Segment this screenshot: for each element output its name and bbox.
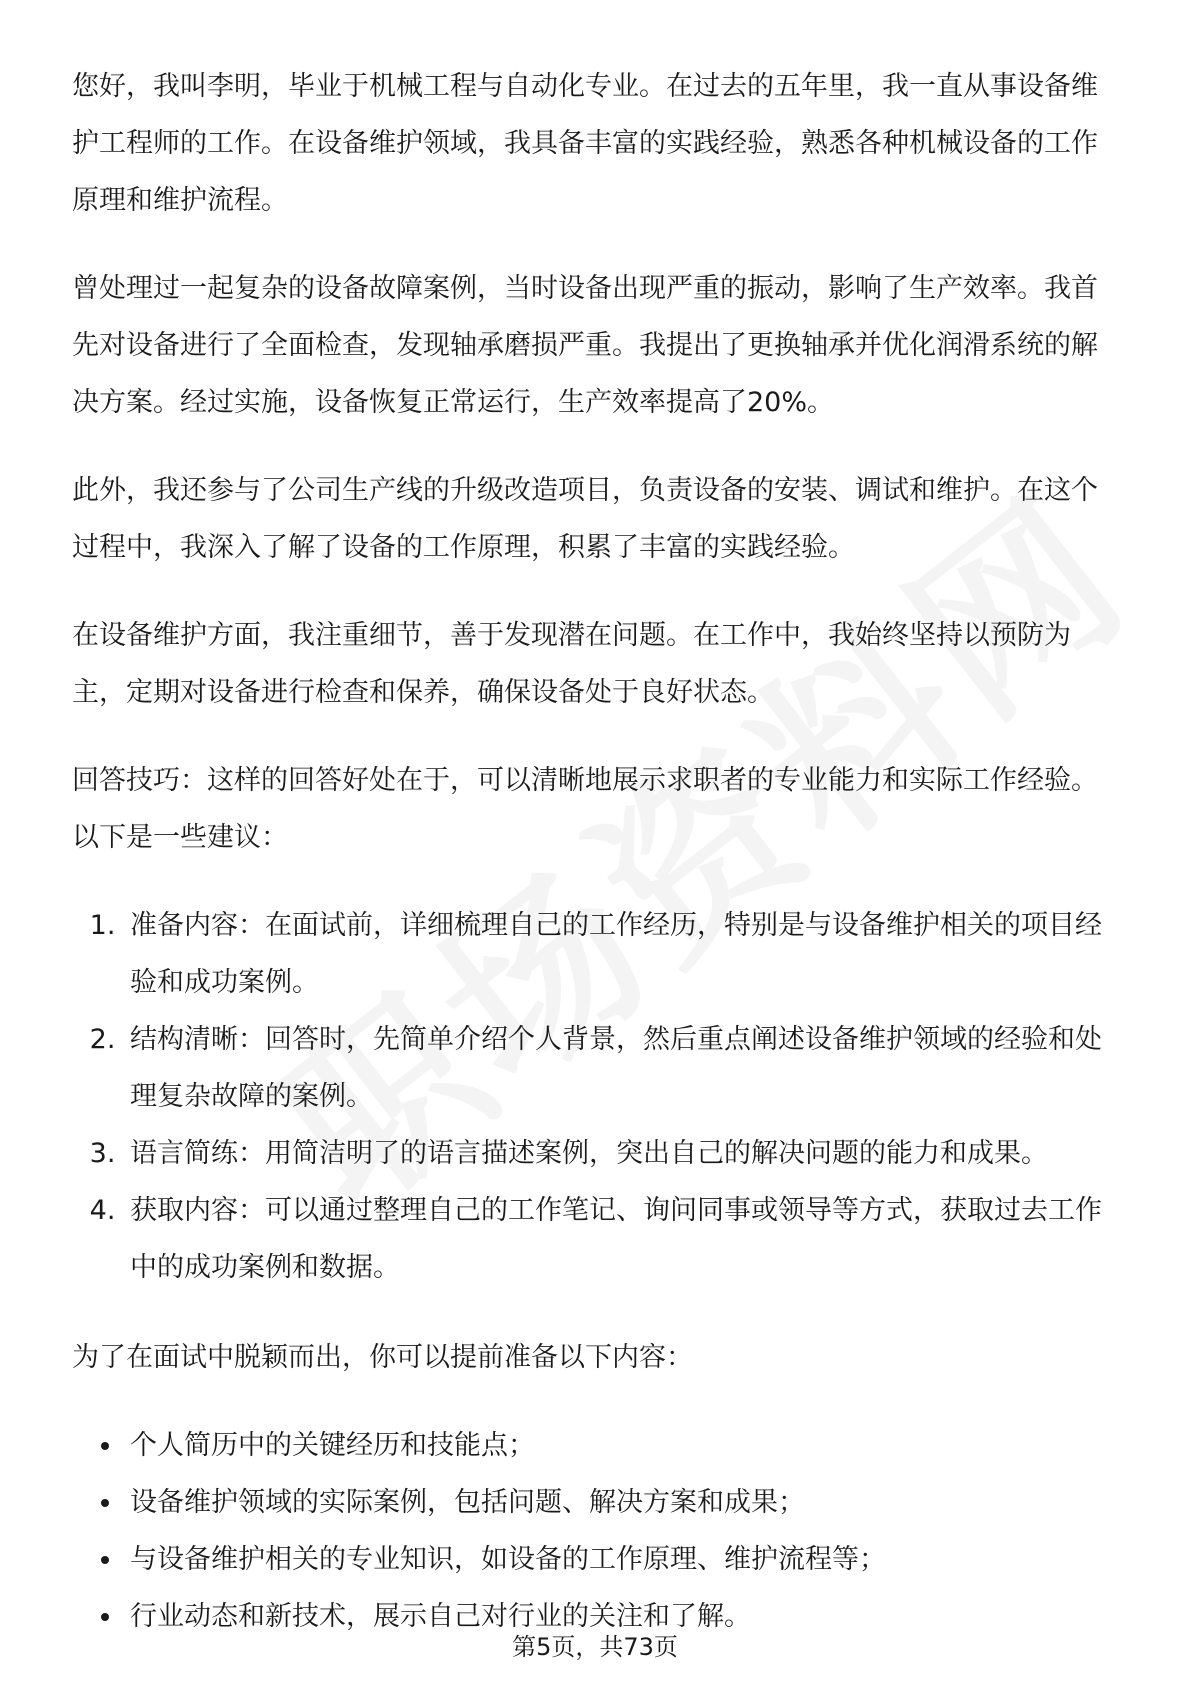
paragraph-answer-tips: 回答技巧：这样的回答好处在于，可以清晰地展示求职者的专业能力和实际工作经验。以下是一些建议： — [72, 765, 1098, 853]
document-body — [72, 58, 1122, 1645]
paragraph-prep-intro: 为了在面试中脱颖而出，你可以提前准备以下内容： — [72, 1342, 693, 1373]
tips-list-item: 3. 语言简练：用简洁明了的语言描述案例，突出自己的解决问题的能力和成果。 — [124, 1125, 1122, 1182]
tips-list — [72, 897, 1122, 1296]
prep-list — [72, 1417, 1122, 1645]
tips-list-item: 1. 准备内容：在面试前，详细梳理自己的工作经历，特别是与设备维护相关的项目经验和成功案例。 — [124, 897, 1122, 1011]
prep-list-item: • 设备维护领域的实际案例，包括问题、解决方案和成果； — [124, 1474, 1122, 1531]
paragraph-maintenance: 在设备维护方面，我注重细节，善于发现潜在问题。在工作中，我始终坚持以预防为主，定期对设备进行检查和保养，确保设备处于良好状态。 — [72, 620, 1071, 708]
paragraph-project: 此外，我还参与了公司生产线的升级改造项目，负责设备的安装、调试和维护。在这个过程中，我深入了解了设备的工作原理，积累了丰富的实践经验。 — [72, 475, 1098, 563]
tips-list-item: 2. 结构清晰：回答时，先简单介绍个人背景，然后重点阐述设备维护领域的经验和处理复杂故障的案例。 — [124, 1011, 1122, 1125]
paragraph-case: 曾处理过一起复杂的设备故障案例，当时设备出现严重的振动，影响了生产效率。我首先对设备进行了全面检查，发现轴承磨损严重。我提出了更换轴承并优化润滑系统的解决方案。经过实施，设备恢复正常运行，生产效率提高了20%。 — [72, 273, 1098, 418]
prep-list-item: • 个人简历中的关键经历和技能点； — [124, 1417, 1122, 1474]
tips-list-item: 4. 获取内容：可以通过整理自己的工作笔记、询问同事或领导等方式，获取过去工作中的成功案例和数据。 — [124, 1182, 1122, 1296]
page-number: 第5页，共73页 — [512, 1633, 678, 1661]
prep-list-item: • 行业动态和新技术，展示自己对行业的关注和了解。 — [124, 1588, 1122, 1645]
paragraph-intro: 您好，我叫李明，毕业于机械工程与自动化专业。在过去的五年里，我一直从事设备维护工程师的工作。在设备维护领域，我具备丰富的实践经验，熟悉各种机械设备的工作原理和维护流程。 — [72, 71, 1098, 216]
prep-list-item: • 与设备维护相关的专业知识，如设备的工作原理、维护流程等； — [124, 1531, 1122, 1588]
